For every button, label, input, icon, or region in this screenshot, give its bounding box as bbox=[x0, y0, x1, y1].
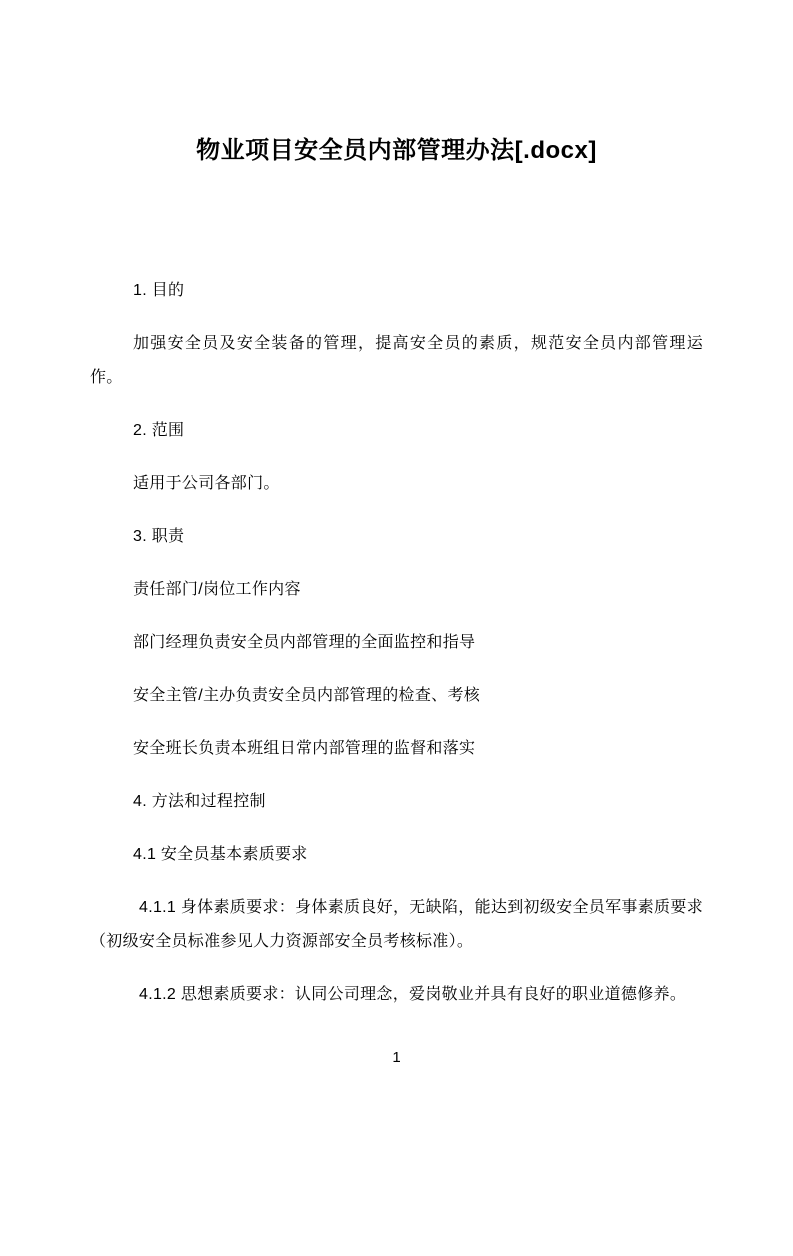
paragraph-responsibility-manager: 部门经理负责安全员内部管理的全面监控和指导 bbox=[133, 634, 476, 651]
page-number: 1 bbox=[392, 1049, 401, 1066]
paragraph-section-4-1-1: 4.1.1 身体素质要求：身体素质良好，无缺陷，能达到初级安全员军事素质要求（初级安全员标准参见人力资源部安全员考核标准）。 bbox=[90, 899, 703, 950]
paragraph-responsibility-squad-leader: 安全班长负责本班组日常内部管理的监督和落实 bbox=[133, 740, 476, 757]
paragraph-section-3-heading: 3. 职责 bbox=[133, 528, 185, 545]
paragraph-section-4-1-2: 4.1.2 思想素质要求：认同公司理念，爱岗敬业并具有良好的职业道德修养。 bbox=[139, 986, 687, 1003]
paragraph-section-4-heading: 4. 方法和过程控制 bbox=[133, 793, 266, 810]
paragraph-section-1-heading: 1. 目的 bbox=[133, 282, 185, 299]
paragraph-section-2-heading: 2. 范围 bbox=[133, 422, 185, 439]
paragraph-section-4-1-heading: 4.1 安全员基本素质要求 bbox=[133, 846, 308, 863]
paragraph-responsibility-supervisor: 安全主管/主办负责安全员内部管理的检查、考核 bbox=[133, 687, 481, 704]
paragraph-responsibility-header: 责任部门/岗位工作内容 bbox=[133, 581, 301, 598]
document-title: 物业项目安全员内部管理办法[.docx] bbox=[196, 137, 597, 164]
paragraph-section-1-body: 加强安全员及安全装备的管理，提高安全员的素质，规范安全员内部管理运作。 bbox=[90, 335, 703, 386]
paragraph-section-2-body: 适用于公司各部门。 bbox=[133, 475, 280, 492]
